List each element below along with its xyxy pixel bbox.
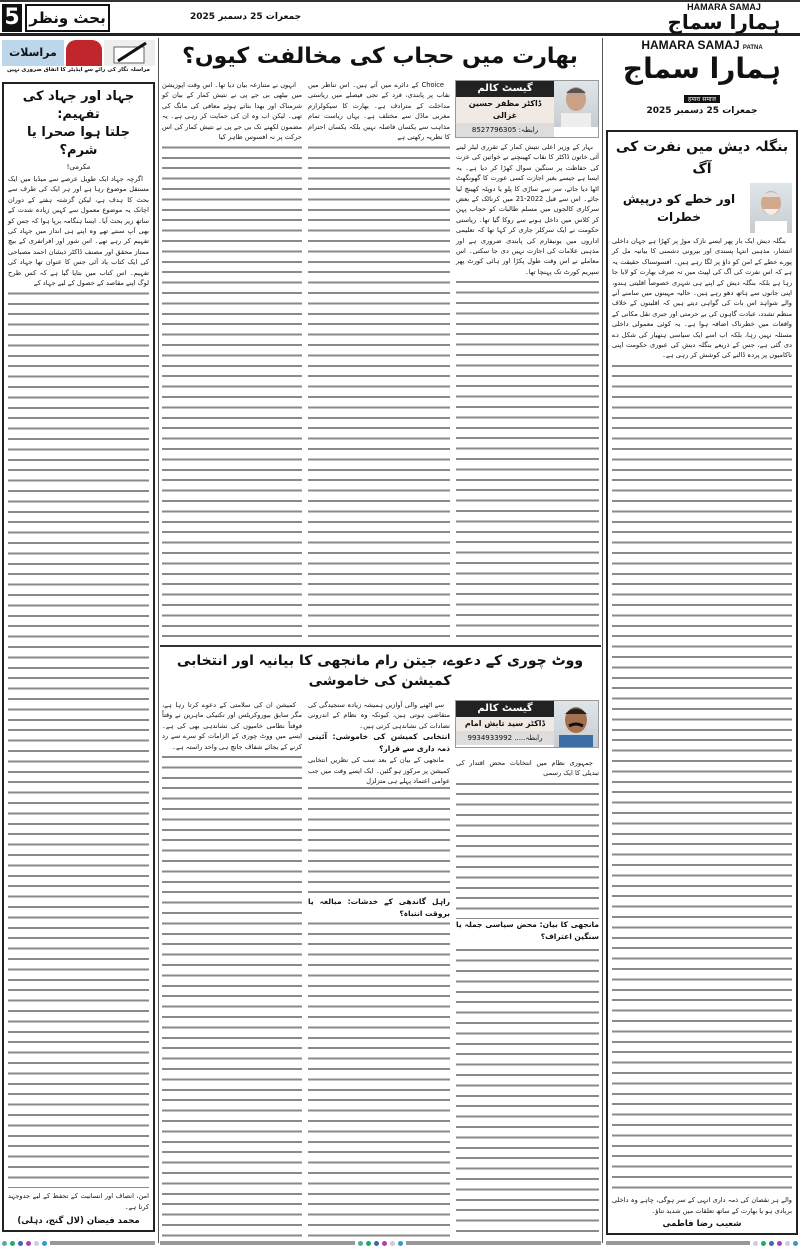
masthead-date: جمعرات 25 دسمبر 2025 bbox=[646, 106, 758, 116]
postbox-icon bbox=[66, 40, 102, 66]
bangladesh-headline-line1: بنگلہ دیش میں نفرت کی آگ bbox=[615, 139, 789, 177]
bangladesh-headline-line2: اور خطے کو درپیش خطرات bbox=[622, 192, 736, 224]
header-date: جمعرات 25 دسمبر 2025 bbox=[190, 12, 302, 22]
hijab-column-1 bbox=[162, 80, 302, 640]
logo-english: HAMARA SAMAJ bbox=[687, 2, 761, 12]
paragraph: مانجھی کے بیان کے بعد سب کی نظریں انتخابی کمیشن پر مرکوز ہو گئیں۔ ایک ایسے وقت میں جب عوامی اعتماد پہلے ہی متزلزل bbox=[308, 756, 450, 786]
letter-body bbox=[8, 174, 149, 1188]
author-photo bbox=[750, 183, 792, 233]
paragraph: سے اٹھنے والی آوازیں ہمیشہ زیادہ سنجیدگی کی متقاضی ہوتی ہیں، کیونکہ وہ نظام کے اندرونی تضادات کی نشاندہی کرتی ہیں۔ bbox=[308, 701, 450, 730]
bangladesh-headline-row bbox=[612, 183, 792, 233]
section-title: بحث ونظر bbox=[25, 4, 110, 32]
author-name: ڈاکٹر سید تابش امام bbox=[456, 717, 554, 731]
masthead-logo bbox=[606, 38, 798, 105]
paragraph: بنگلہ دیش ایک بار پھر ایسے نازک موڑ پر کھڑا ہے جہاں داخلی انتشار، مذہبی انتہا پسندی اور بیرونی دشمنی کا بیانیہ مل کر پورے خطے کے امن کو داؤ پر لگا رہے ہیں۔ افسوسناک حقیقت یہ ہے کہ اس نفرت کی آگ کی لپیٹ میں نہ صرف بھارت کو لایا جا رہا ہے بلکہ بنگلہ دیش کے اپنے ہی شہری خصوصاً اقلیتی ہندو، اپنی جانوں سے ہاتھ دھو رہے ہیں۔ حالیہ مہینوں میں سامنے آنے والے شواہد اس بات کی گواہی دیتے ہیں کہ اقلیتوں کے خلاف منظم تشدد، عبادت گاہوں کی بے حرمتی اور جبری نقل مکانی کے واقعات میں خطرناک اضافہ ہوا ہے۔ یہ کوئی معمولی داخلی مسئلہ نہیں رہا، بلکہ اب اسے ایک سیاسی ہتھیار کی شکل دے دی گئی ہے، جس کے ذریعے بنگلہ دیش کی عبوری حکومت اپنی ناکامیوں پر پردہ ڈالنے کی کوشش کر رہی ہے۔ bbox=[612, 237, 792, 360]
letters-disclaimer: مراسلہ نگار کی رائے سے ایڈیٹر کا اتفاق ضروری نہیں bbox=[7, 67, 150, 73]
footer-divider bbox=[606, 1240, 798, 1246]
letter-headline bbox=[8, 88, 149, 160]
hijab-headline: بھارت میں حجاب کی مخالفت کیوں؟ bbox=[182, 44, 578, 69]
author-contact: رابطہ: 8527796305 bbox=[456, 123, 554, 137]
hijab-column-2 bbox=[308, 80, 450, 640]
paragraph: Choice کے دائرے میں آتے ہیں۔ اس تناظر میں نقاب پر پابندی، فرد کے نجی فیصلے میں ریاستی مداخلت کے مترادف ہے۔ بھارت کا سیکولرازم مغربی ماڈل سے مختلف ہے۔ یہاں ریاست تمام مذاہب سے یکساں فاصلہ نہیں بلکہ یکساں احترام کا نظریہ رکھتی ہے bbox=[308, 81, 450, 142]
logo-english: HAMARA SAMAJ bbox=[641, 38, 740, 52]
paragraph: کمیشن ان کی سلامتی کے دعوے کرتا رہا ہے، مگر سابق بیوروکریٹس اور تکنیکی ماہرین نے وقتاً فوقتاً نظامی خامیوں کی نشاندہی بھی کی ہے۔ ایسے میں ووٹ چوری کے الزامات کو سرے سے رد کرنے کے بجائے شفاف جانچ ہی واحد راستہ ہے۔ bbox=[162, 701, 302, 751]
logo-urdu: ہمارا سماج bbox=[667, 10, 781, 34]
vote-column-2 bbox=[308, 700, 450, 1238]
subheading: مانجھی کا بیان: محض سیاسی جملہ یا سنگین اعتراف؟ bbox=[456, 919, 599, 941]
bangladesh-body bbox=[612, 236, 792, 1192]
vote-guest-box bbox=[455, 700, 599, 748]
masthead-title: مراسلات bbox=[2, 40, 64, 66]
author-photo bbox=[554, 81, 598, 127]
header-logo bbox=[650, 2, 798, 32]
guest-column-label: گیسٹ کالم bbox=[456, 81, 554, 97]
paragraph: جمہوری نظام میں انتخابات محض اقتدار کی تبدیلی کا ایک رسمی bbox=[456, 759, 599, 778]
vote-headline: ووٹ چوری کے دعوے، جیتن رام مانجھی کا بیانیہ اور انتخابی کمیشن کی خاموشی bbox=[176, 653, 584, 689]
paragraph: انہوں نے متنازعہ بیان دیا تھا۔ اس وقت اپوزیشن میں بیٹھی بی جے پی نے نتیش کمار کے بیان کو شرمناک اور بھدا بتاتے ہوئے معافی کی مانگ کی تھی۔ لیکن اب وہ ان کی حمایت کر رہی ہے۔ یہ مضمون لکھنے تک بی جے پی نے نتیش کمار کی اس حرکت پر نہ افسوس ظاہر کیا bbox=[162, 81, 302, 142]
bangladesh-author: شعیب رضا فاطمی bbox=[612, 1219, 792, 1229]
letter-closing: امن، انصاف اور انسانیت کے تحفظ کے لیے جدوجہد کرتا ہے۔ bbox=[8, 1192, 149, 1211]
hijab-guest-box bbox=[455, 80, 599, 138]
author-name: ڈاکٹر مظفر حسین غزالی bbox=[456, 97, 554, 123]
letter-author: محمد فیضان (لال گنج، دہلی) bbox=[8, 1215, 149, 1226]
footer-divider bbox=[160, 1240, 601, 1246]
logo-hindi: हमारा समाज bbox=[684, 95, 720, 103]
footer-divider bbox=[2, 1240, 155, 1246]
article-divider bbox=[160, 645, 601, 647]
page-number: 5 bbox=[2, 4, 22, 32]
logo-urdu: ہمارا سماج bbox=[622, 52, 782, 85]
subheading: راہل گاندھی کے خدشات: مبالغہ یا بروقت انتباہ؟ bbox=[308, 897, 450, 919]
subheading: انتخابی کمیشن کی خاموشی: آئینی ذمہ داری سے فرار؟ bbox=[308, 732, 450, 754]
author-photo bbox=[554, 701, 598, 747]
letters-masthead bbox=[2, 40, 155, 66]
column-divider bbox=[158, 38, 159, 1243]
bangladesh-closing: والے ہر نقصان کی ذمہ داری انہی کے سر ہوگی، چاہے وہ داخلی بربادی ہو یا بھارت کے ساتھ تعلقات میں شدید تناؤ۔ bbox=[612, 1196, 792, 1215]
bangladesh-box bbox=[606, 130, 798, 1235]
letter-headline-line1: جہاد اور جہاد کی تفہیم: bbox=[22, 89, 135, 122]
hijab-column-3 bbox=[456, 142, 599, 640]
vote-column-3 bbox=[456, 758, 599, 1238]
pen-envelope-icon bbox=[104, 40, 155, 66]
author-contact: رابطہ..... 9934933992 bbox=[456, 731, 554, 745]
logo-city: PATNA bbox=[742, 45, 763, 51]
paragraph: بہار کے وزیر اعلی نتیش کمار کے تقرری لیٹر لینے آئی خاتون ڈاکٹر کا نقاب کھینچنے نے خواتین کی عزت کی حفاظت پر سنگین سوال کھڑا کر دیا ہے۔ یہ ایسا ہے جیسے بغیر اجازت کسی عورت کا گھونگھٹ اٹھا دیا جائے، سر سے ساڑی کا پلو یا دوپٹہ کھینچ لیا جائے۔ اس سے قبل 2022-21 میں کرناٹک کے بعض سرکاری کالجوں میں مسلم طالبات کو حجاب پہن کر کلاس میں داخل ہونے سے روکا گیا تھا۔ ریاستی حکومت نے ایک سرکلر جاری کر کہا تھا کہ تعلیمی اداروں میں یونیفارم کی پابندی ضروری ہے اور مذہبی علامات کی اجازت نہیں دی جا سکتی۔ اس معاملے نے اس وقت طول پکڑا اور ہائی کورٹ پھر سپریم کورٹ تک پہنچا تھا۔ bbox=[456, 143, 599, 276]
letter-headline-line2: جلتا ہوا صحرا یا شرم؟ bbox=[27, 125, 130, 158]
letter-salutation: مکرمی! bbox=[66, 163, 91, 171]
letter-box bbox=[2, 82, 155, 1232]
column-divider bbox=[602, 38, 603, 1243]
letter-paragraph: اگرچہ جہاد ایک طویل عرصے سے میڈیا میں ایک مستقل موضوع رہا ہے اور ہر ایک کی طرف سے بحث کا ہدف ہے، لیکن گزشتہ ہفتے کے دوران اچانک یہ موضوع معمول سے کہیں زیادہ شدت کے ساتھ زیر بحث آیا۔ ایسا ہنگامہ برپا ہوا کہ جس کو بھی آپ سنتے تھے وہ اپنے ہی انداز میں جہاد کی تفہیم کر رہے تھے۔ اس شور اور افراتفری کے بیچ ممتاز محقق اور مصنف ڈاکٹر ذیشان احمد مصباحی کی ایک کتاب یاد آئی جس کا عنوان تھا جہاد کی تفہیم۔ اس کتاب میں بتایا گیا ہے کہ کس طرح لوگ اپنے مقاصد کے حصول کے لیے جہاد کے bbox=[8, 175, 149, 288]
vote-column-1 bbox=[162, 700, 302, 1238]
guest-column-label: گیسٹ کالم bbox=[456, 701, 554, 717]
